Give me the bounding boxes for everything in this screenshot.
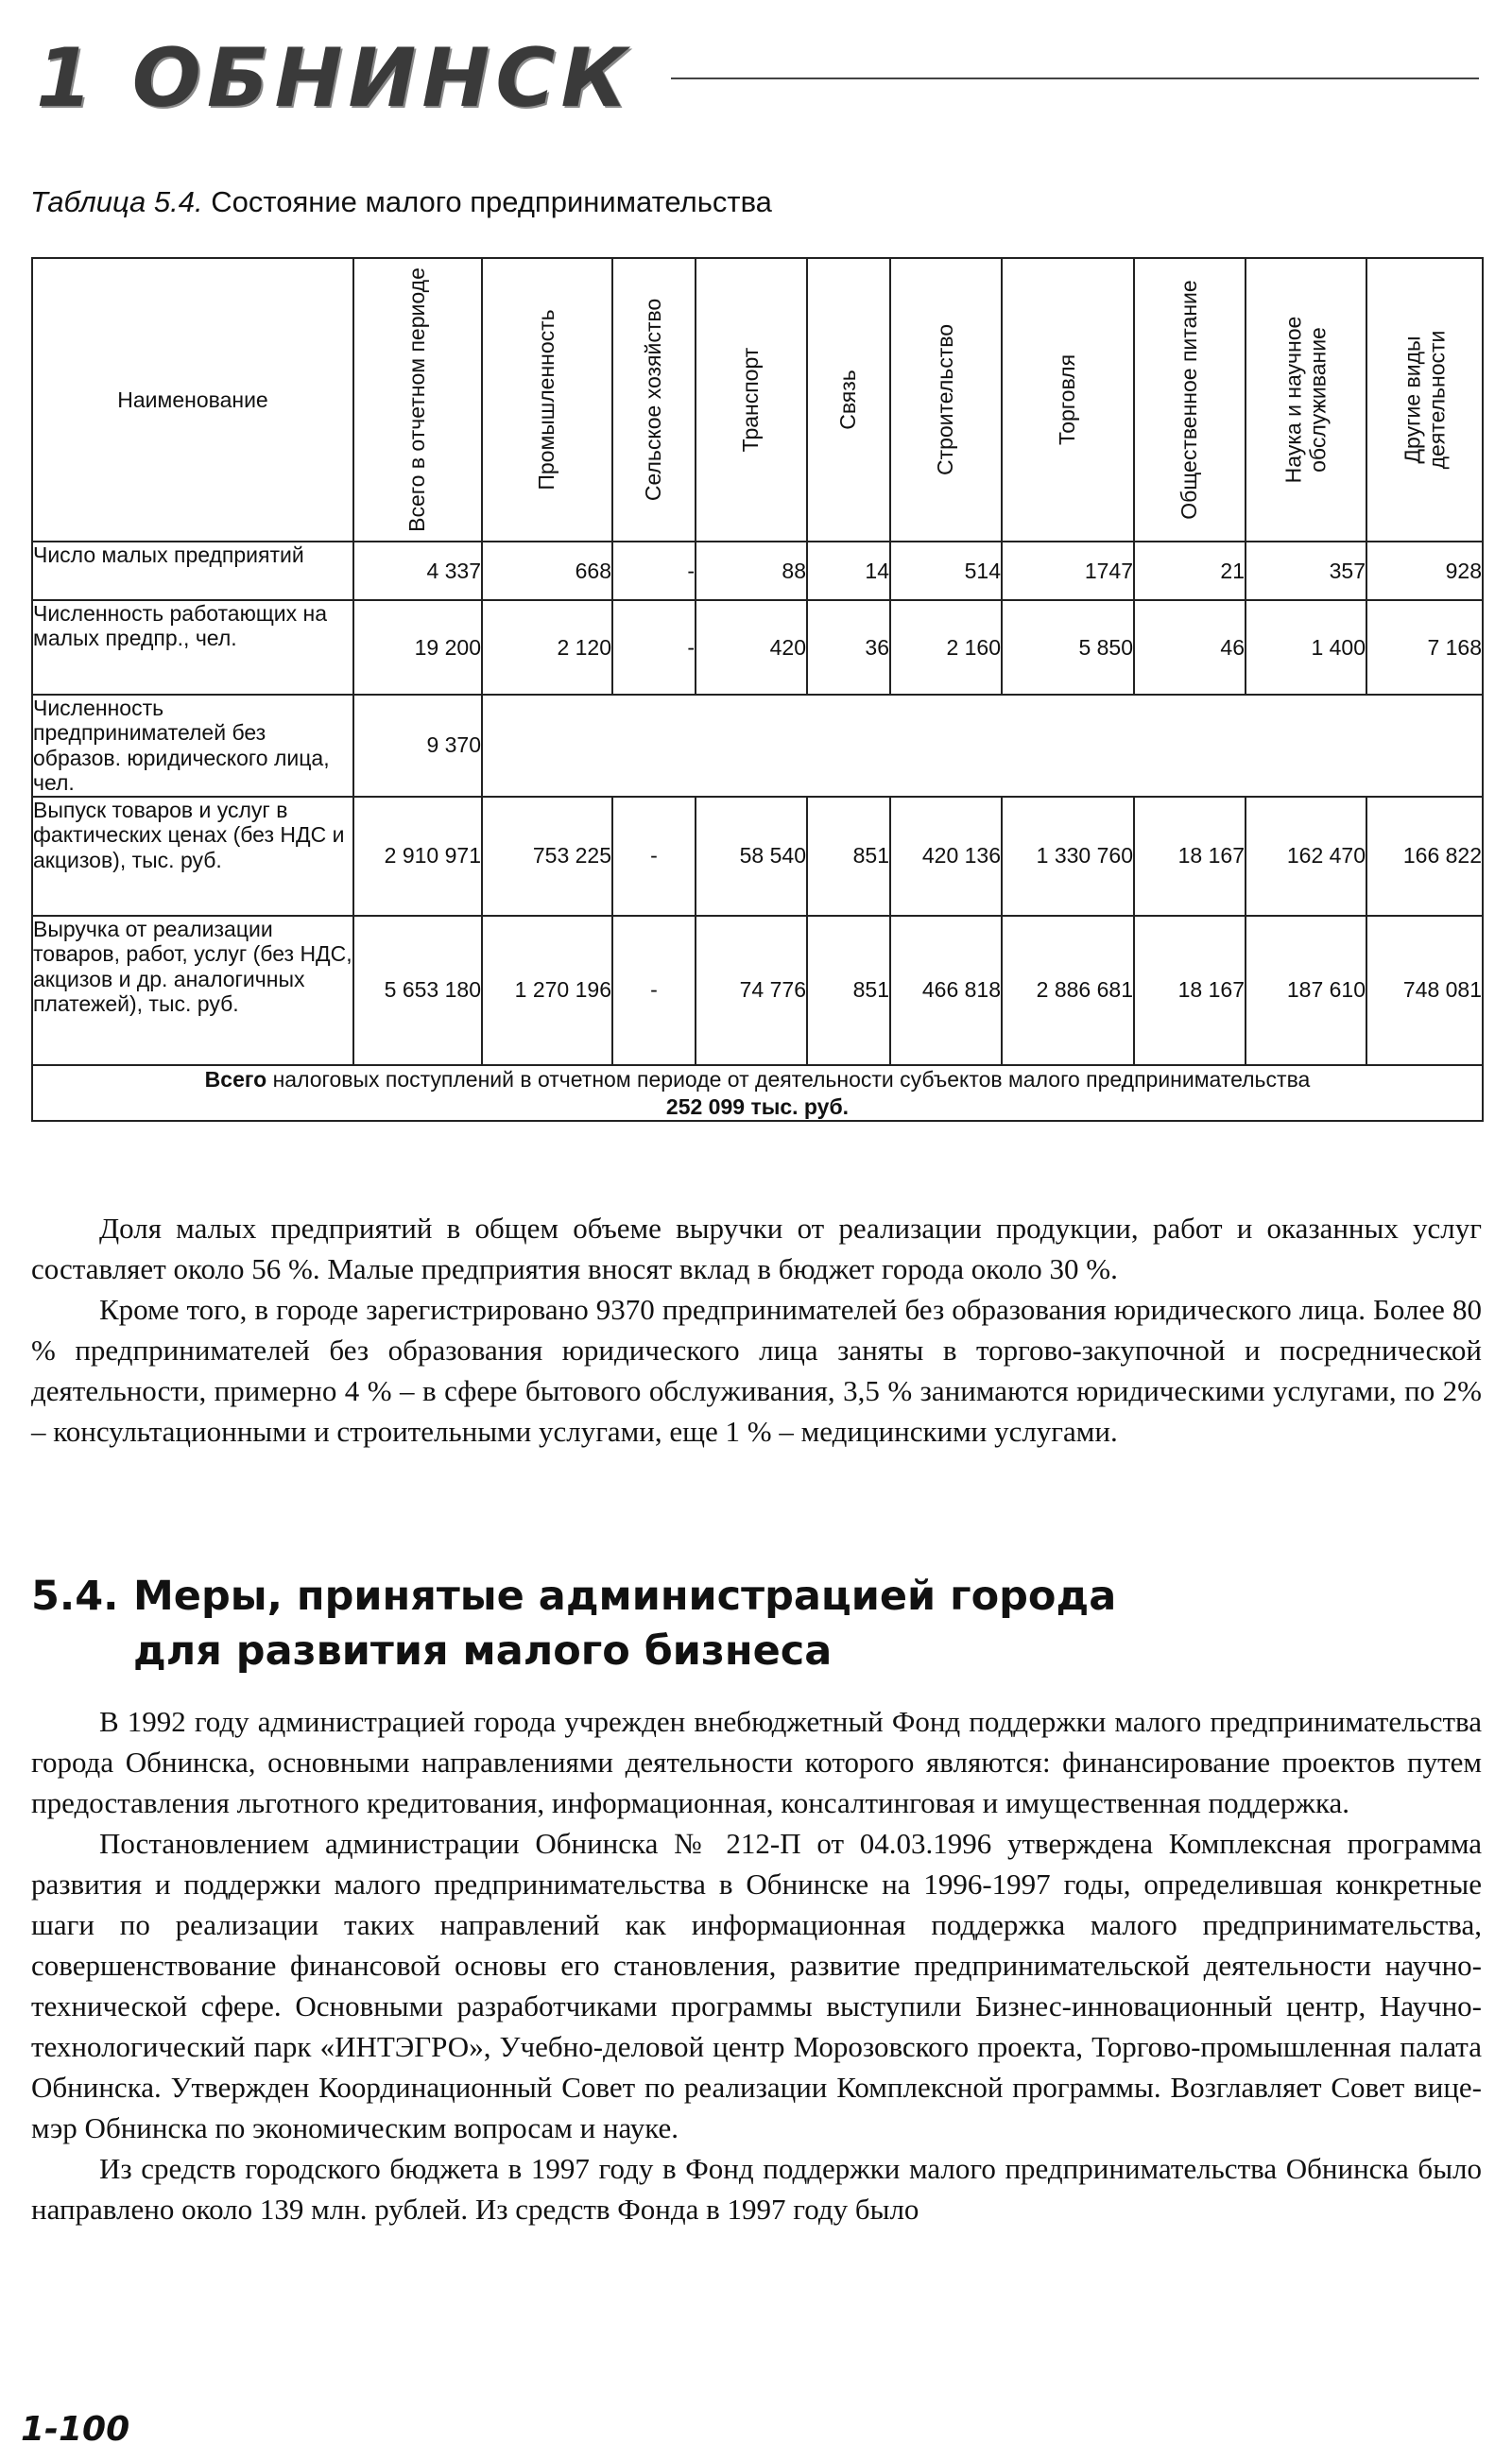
- table-cell: 357: [1246, 542, 1366, 600]
- table-cell: 4 337: [353, 542, 482, 600]
- column-header: Транспорт: [696, 258, 807, 542]
- table-cell: 851: [807, 797, 890, 916]
- table-caption-label: Таблица 5.4.: [30, 185, 203, 218]
- body-text-bottom: [31, 1701, 1482, 2229]
- section-title-line2: для развития малого бизнеса: [133, 1627, 833, 1675]
- table-cell: 5 850: [1002, 600, 1134, 695]
- column-header: Всего в отчетном периоде: [353, 258, 482, 542]
- table-row: [32, 695, 1483, 797]
- table-row: [32, 916, 1483, 1065]
- name-column-header: Наименование: [32, 258, 353, 542]
- page-number: 1-100: [21, 2410, 130, 2449]
- header-title: 1 ОБНИНСК: [36, 31, 633, 126]
- table-cell: 58 540: [696, 797, 807, 916]
- table-cell: 36: [807, 600, 890, 695]
- table-header-row: [32, 258, 1483, 542]
- paragraph: Кроме того, в городе зарегистрировано 9370 предпринимателей без образования юридического лица. Более 80 % предпринимателей без образования юридического лица заняты в торгово-закупочной и посреднической деятельности, примерно 4 % – в сфере бытового обслуживания, 3,5 % занимаются юридическими услугами, по 2% – консультационными и строительными услугами, еще 1 % – медицинскими услугами.: [31, 1293, 1482, 1448]
- table-cell: 74 776: [696, 916, 807, 1065]
- table-cell: 1 400: [1246, 600, 1366, 695]
- total-text: налоговых поступлений в отчетном периоде от деятельности субъектов малого предпринимательства: [272, 1066, 1311, 1092]
- table-cell: 514: [890, 542, 1002, 600]
- table-caption-text: Состояние малого предпринимательства: [211, 185, 772, 218]
- table-cell: 2 160: [890, 600, 1002, 695]
- section-title-line1: Меры, принятые администрацией города: [133, 1573, 1117, 1620]
- table-cell: 9 370: [353, 695, 482, 797]
- paragraph: Доля малых предприятий в общем объеме выручки от реализации продукции, работ и оказанных услуг составляет около 56 %. Малые предприятия вносят вклад в бюджет города около 30 %.: [31, 1212, 1482, 1285]
- column-header: Связь: [807, 258, 890, 542]
- table-cell: 14: [807, 542, 890, 600]
- section-number: 5.4.: [31, 1573, 119, 1620]
- row-label: Численность работающих на малых предпр., чел.: [32, 600, 353, 695]
- small-business-table: [31, 257, 1484, 1122]
- table-cell: 1 270 196: [482, 916, 612, 1065]
- table-cell-empty: [482, 695, 1483, 797]
- table-cell: 5 653 180: [353, 916, 482, 1065]
- body-text-top: [31, 1208, 1482, 1452]
- table-cell: 18 167: [1134, 916, 1246, 1065]
- table-row: [32, 542, 1483, 600]
- row-label: Выручка от реализации товаров, работ, услуг (без НДС, акцизов и др. аналогичных платежей), тыс. руб.: [32, 916, 353, 1065]
- table-cell: 166 822: [1366, 797, 1483, 916]
- column-header: Сельское хозяйство: [612, 258, 696, 542]
- table-cell: 88: [696, 542, 807, 600]
- table-cell: 21: [1134, 542, 1246, 600]
- paragraph: В 1992 году администрацией города учрежден внебюджетный Фонд поддержки малого предпринимательства города Обнинска, основными направлениями деятельности которого являются: финансирование проектов путем предоставления льготного кредитования, информационная, консалтинговая и имущественная поддержка.: [31, 1705, 1482, 1819]
- table-cell: 928: [1366, 542, 1483, 600]
- table-cell: 46: [1134, 600, 1246, 695]
- table-cell: 187 610: [1246, 916, 1366, 1065]
- table-cell: -: [612, 916, 696, 1065]
- table-row: [32, 600, 1483, 695]
- table-cell: 7 168: [1366, 600, 1483, 695]
- column-header: Промышленность: [482, 258, 612, 542]
- table-cell: 162 470: [1246, 797, 1366, 916]
- column-header: Строительство: [890, 258, 1002, 542]
- table-cell: 753 225: [482, 797, 612, 916]
- table-cell: 466 818: [890, 916, 1002, 1065]
- section-heading: [31, 1569, 1116, 1678]
- paragraph: Из средств городского бюджета в 1997 году в Фонд поддержки малого предпринимательства Обнинска было направлено около 139 млн. рублей. Из средств Фонда в 1997 году было: [31, 2152, 1482, 2226]
- table-cell: 18 167: [1134, 797, 1246, 916]
- total-bold: Всего: [204, 1066, 267, 1092]
- table-cell: -: [612, 542, 696, 600]
- table-cell: 420: [696, 600, 807, 695]
- row-label: Численность предпринимателей без образов. юридического лица, чел.: [32, 695, 353, 797]
- table-cell: 2 910 971: [353, 797, 482, 916]
- total-value: 252 099 тыс. руб.: [665, 1093, 850, 1119]
- table-cell: -: [612, 797, 696, 916]
- table-total-row: [32, 1065, 1483, 1122]
- table-cell: -: [612, 600, 696, 695]
- table-caption: [30, 185, 772, 219]
- table-cell: 1747: [1002, 542, 1134, 600]
- header-rule: [671, 77, 1479, 79]
- table-cell: 420 136: [890, 797, 1002, 916]
- running-header: [19, 21, 1479, 126]
- table-cell: 2 886 681: [1002, 916, 1134, 1065]
- row-label: Выпуск товаров и услуг в фактических ценах (без НДС и акцизов), тыс. руб.: [32, 797, 353, 916]
- row-label: Число малых предприятий: [32, 542, 353, 600]
- table-cell: 1 330 760: [1002, 797, 1134, 916]
- table-cell: 748 081: [1366, 916, 1483, 1065]
- column-header: Торговля: [1002, 258, 1134, 542]
- total-cell: [32, 1065, 1483, 1122]
- table-cell: 851: [807, 916, 890, 1065]
- table-row: [32, 797, 1483, 916]
- paragraph: Постановлением администрации Обнинска № 212-П от 04.03.1996 утверждена Комплексная программа развития и поддержки малого предпринимательства в Обнинске на 1996-1997 годы, определившая конкретные шаги по реализации таких направлений как информационная поддержка малого предпринимательства, совершенствование финансовой основы его становления, развитие предпринимательской деятельности научно-технической сфере. Основными разработчиками программы выступили Бизнес-инновационный центр, Научно-технологический парк «ИНТЭГРО», Учебно-деловой центр Морозовского проекта, Торгово-промышленная палата Обнинска. Утвержден Координационный Совет по реализации Комплексной программы. Возглавляет Совет вице-мэр Обнинска по экономическим вопросам и науке.: [31, 1827, 1482, 2144]
- table-cell: 19 200: [353, 600, 482, 695]
- table-cell: 668: [482, 542, 612, 600]
- table-cell: 2 120: [482, 600, 612, 695]
- column-header: Общественное питание: [1134, 258, 1246, 542]
- column-header: Наука и научное обслуживание: [1246, 258, 1366, 542]
- column-header: Другие виды деятельности: [1366, 258, 1483, 542]
